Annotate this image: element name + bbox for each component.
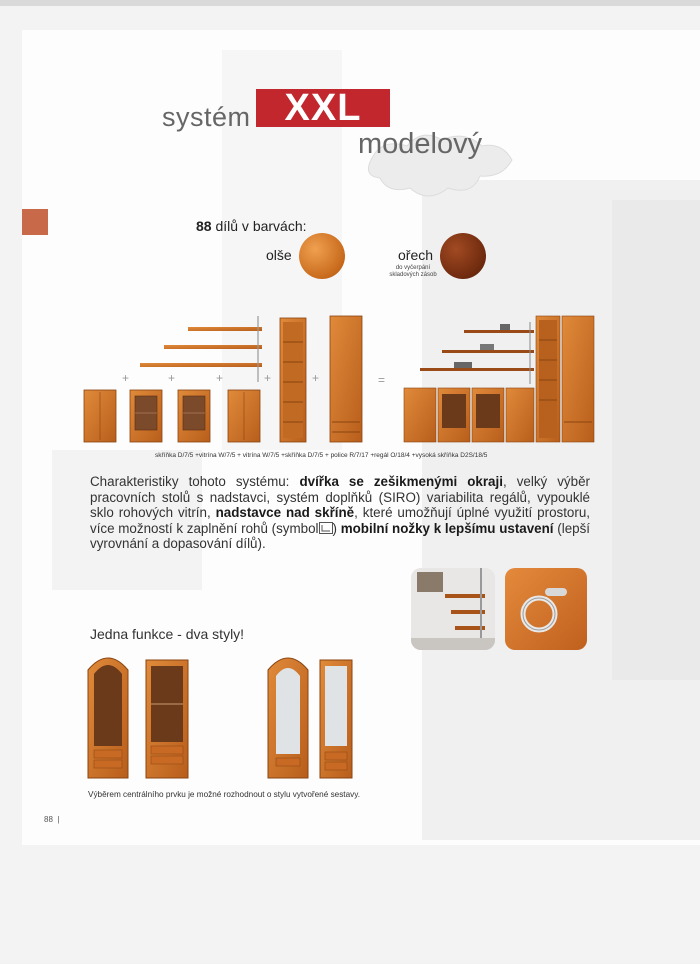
vitrine-straight-mirror xyxy=(320,660,352,778)
cabinet-d75-2 xyxy=(228,390,260,442)
desc-highlight: nadstavce nad skříně xyxy=(215,505,355,520)
walnut-label: ořech xyxy=(398,247,434,263)
desc-text: ) xyxy=(332,520,341,536)
composition-illustration xyxy=(80,310,600,450)
shelving-o184 xyxy=(280,318,306,442)
function-title: Jedna funkce - dva styly! xyxy=(90,626,245,642)
pieces-text: dílů v barvách: xyxy=(215,218,307,234)
scan-edge xyxy=(0,0,700,6)
svg-text:+: + xyxy=(216,371,224,385)
desc-text: (lepší vyrovnání a dopasování dílů). xyxy=(90,520,591,551)
page-number-value: 88 xyxy=(44,815,53,824)
svg-text:+: + xyxy=(168,371,176,385)
pieces-count: 88 xyxy=(196,218,212,234)
alder-swatch xyxy=(299,233,345,279)
page-number: 88 | xyxy=(44,815,60,824)
corner-symbol-icon xyxy=(319,522,333,534)
series-logo: XXL xyxy=(256,89,390,127)
vitrine-arched-mirror xyxy=(268,658,308,778)
handle-icon xyxy=(505,568,587,650)
vitrine-arched-dark xyxy=(88,658,128,778)
background-decoration xyxy=(612,200,700,680)
series-header xyxy=(162,88,522,198)
desc-text: , velký výběr pracovních stolů s nadstavci, systém doplňků (SIRO) variabilita regálů, vypouklé sklo rohových vitrín, xyxy=(90,474,590,520)
composite-set xyxy=(404,316,594,442)
cabinet-d75-1 xyxy=(84,390,116,442)
walnut-stock-note: do vyčerpání skladových zásob xyxy=(389,265,437,278)
model-word: modelový xyxy=(358,128,483,160)
desc-text: Charakteristiky tohoto systému: xyxy=(90,474,300,489)
walnut-swatch xyxy=(440,233,486,279)
svg-text:+: + xyxy=(312,371,320,385)
desc-highlight: mobilní nožky k lepšímu ustavení xyxy=(340,520,554,536)
styles-caption: Výběrem centrálního prvku je možné rozhodnout o stylu vytvořené sestavy. xyxy=(88,790,360,799)
handle-detail-photo xyxy=(505,568,587,650)
vitrine-straight-dark xyxy=(146,660,188,778)
section-tab-marker xyxy=(22,209,48,235)
desc-highlight: dvířka se zešikmenými okraji xyxy=(299,474,503,489)
system-description xyxy=(90,474,590,552)
pieces-count-label xyxy=(196,218,307,234)
shelving-photo-image xyxy=(411,568,495,650)
svg-text:=: = xyxy=(378,373,386,387)
svg-text:+: + xyxy=(122,371,130,385)
shelves-r717 xyxy=(140,316,262,382)
vitrine-w75-2 xyxy=(178,390,210,442)
svg-text:+: + xyxy=(264,371,272,385)
system-word: systém xyxy=(162,102,251,132)
alder-label: olše xyxy=(266,247,292,263)
two-styles-illustration xyxy=(84,650,384,780)
desc-text: , které umožňují úplné využití prostoru, více možností k zaplnění rohů (symbol xyxy=(90,505,591,536)
vitrine-w75-1 xyxy=(130,390,162,442)
shelving-photo xyxy=(411,568,495,650)
composition-caption: skříňka D/7/5 +vitrína W/7/5 + vitrína W/7/5 +skříňka D/7/5 + police R/7/17 +regál O/18/4 +vysoká skříňka D2S/18/5 xyxy=(155,452,488,459)
tall-cabinet-d2s185 xyxy=(330,316,362,442)
